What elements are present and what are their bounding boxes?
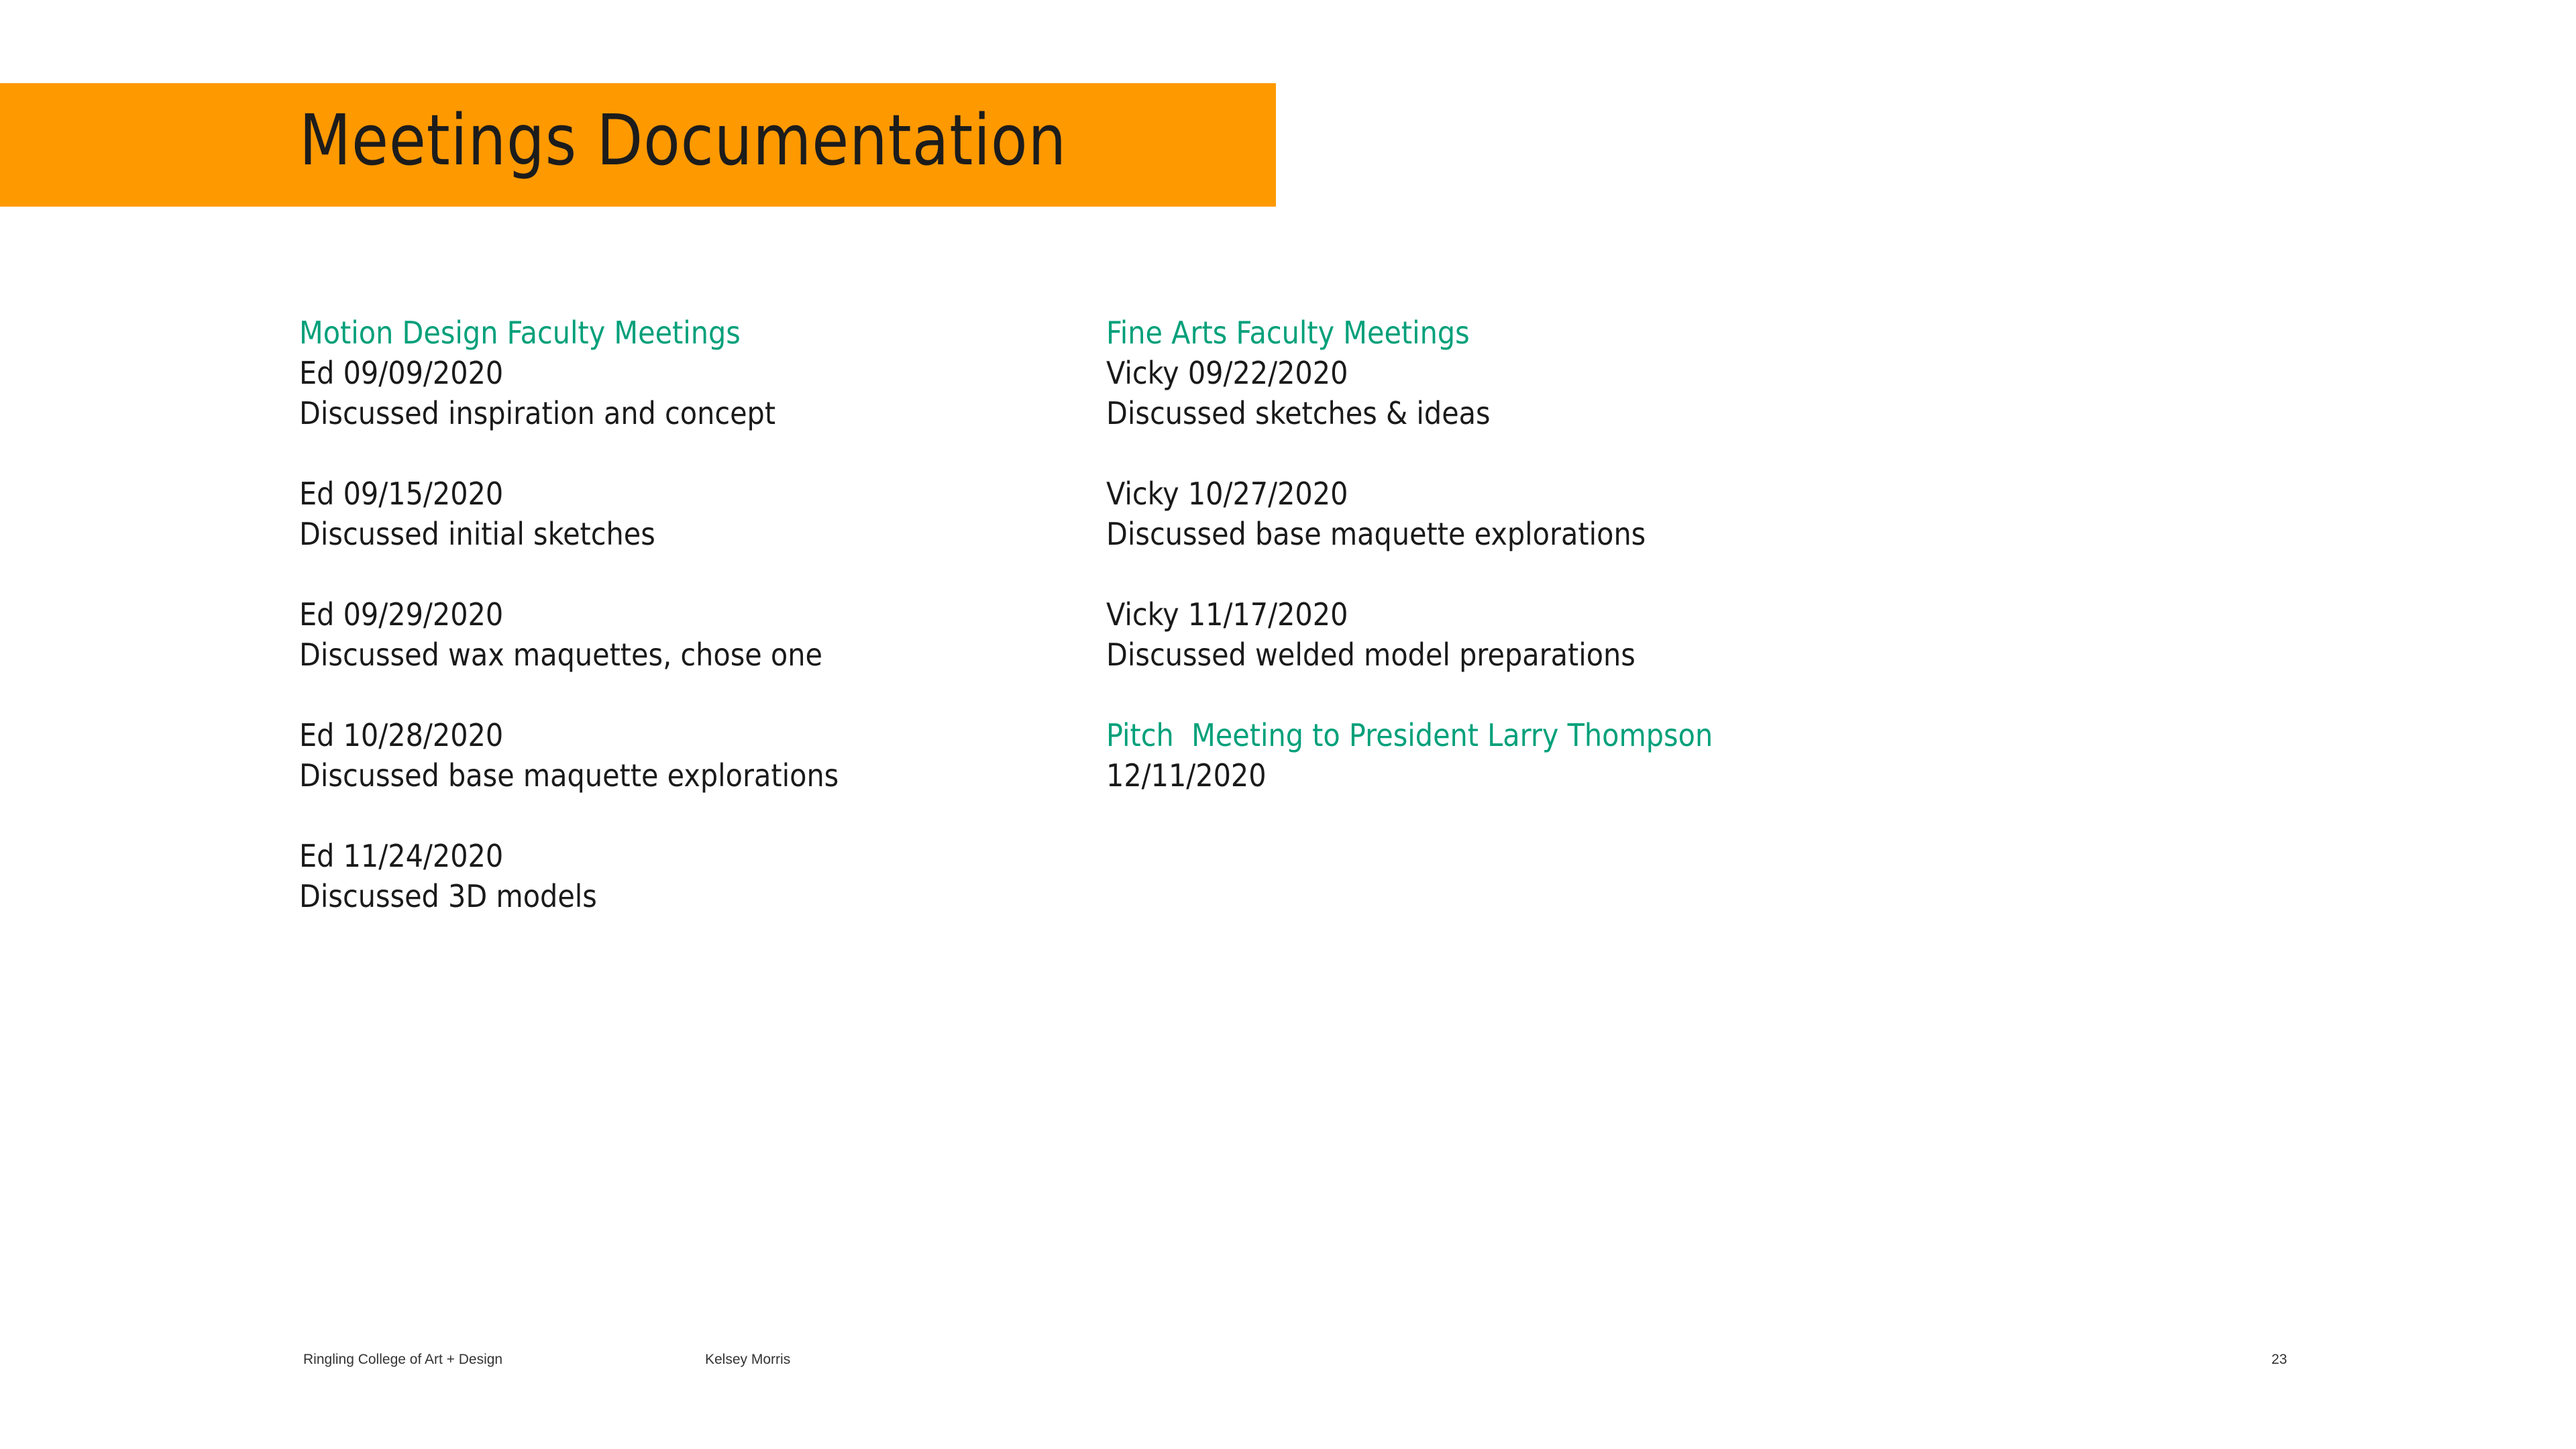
meeting-entry bbox=[1106, 474, 1713, 554]
meeting-date: Ed 10/28/2020 bbox=[299, 717, 504, 753]
footer-organization: Ringling College of Art + Design bbox=[303, 1352, 503, 1367]
meeting-entry bbox=[299, 594, 839, 675]
meeting-entry bbox=[1106, 594, 1713, 675]
page-number: 23 bbox=[2271, 1352, 2288, 1367]
meeting-date: Vicky 10/27/2020 bbox=[1106, 476, 1348, 512]
meeting-note: Discussed base maquette explorations bbox=[299, 757, 839, 794]
motion-design-heading: Motion Design Faculty Meetings bbox=[299, 315, 741, 351]
meeting-date: Ed 09/09/2020 bbox=[299, 355, 504, 391]
footer-author: Kelsey Morris bbox=[705, 1352, 791, 1367]
meeting-note: Discussed sketches & ideas bbox=[1106, 395, 1491, 431]
meeting-date: Ed 09/15/2020 bbox=[299, 476, 504, 512]
meeting-note: Discussed initial sketches bbox=[299, 516, 655, 552]
meeting-note: Discussed base maquette explorations bbox=[1106, 516, 1646, 552]
fine-arts-meetings-column bbox=[1106, 313, 1713, 796]
meeting-entry bbox=[299, 353, 839, 433]
pitch-meeting-heading: Pitch Meeting to President Larry Thompson bbox=[1106, 717, 1713, 753]
meeting-entry bbox=[299, 715, 839, 796]
meeting-date: Ed 11/24/2020 bbox=[299, 838, 504, 874]
meeting-entry bbox=[299, 474, 839, 554]
motion-design-meetings-column bbox=[299, 313, 839, 916]
page-title: Meetings Documentation bbox=[299, 99, 1067, 181]
meeting-date: Vicky 11/17/2020 bbox=[1106, 596, 1348, 633]
fine-arts-heading: Fine Arts Faculty Meetings bbox=[1106, 315, 1470, 351]
pitch-meeting-date: 12/11/2020 bbox=[1106, 757, 1267, 794]
meeting-note: Discussed wax maquettes, chose one bbox=[299, 637, 822, 673]
pitch-meeting-entry bbox=[1106, 715, 1713, 796]
meeting-entry bbox=[1106, 353, 1713, 433]
meeting-note: Discussed 3D models bbox=[299, 878, 597, 914]
meeting-note: Discussed inspiration and concept bbox=[299, 395, 776, 431]
meeting-note: Discussed welded model preparations bbox=[1106, 637, 1635, 673]
meeting-date: Vicky 09/22/2020 bbox=[1106, 355, 1348, 391]
meeting-entry bbox=[299, 836, 839, 916]
meeting-date: Ed 09/29/2020 bbox=[299, 596, 504, 633]
